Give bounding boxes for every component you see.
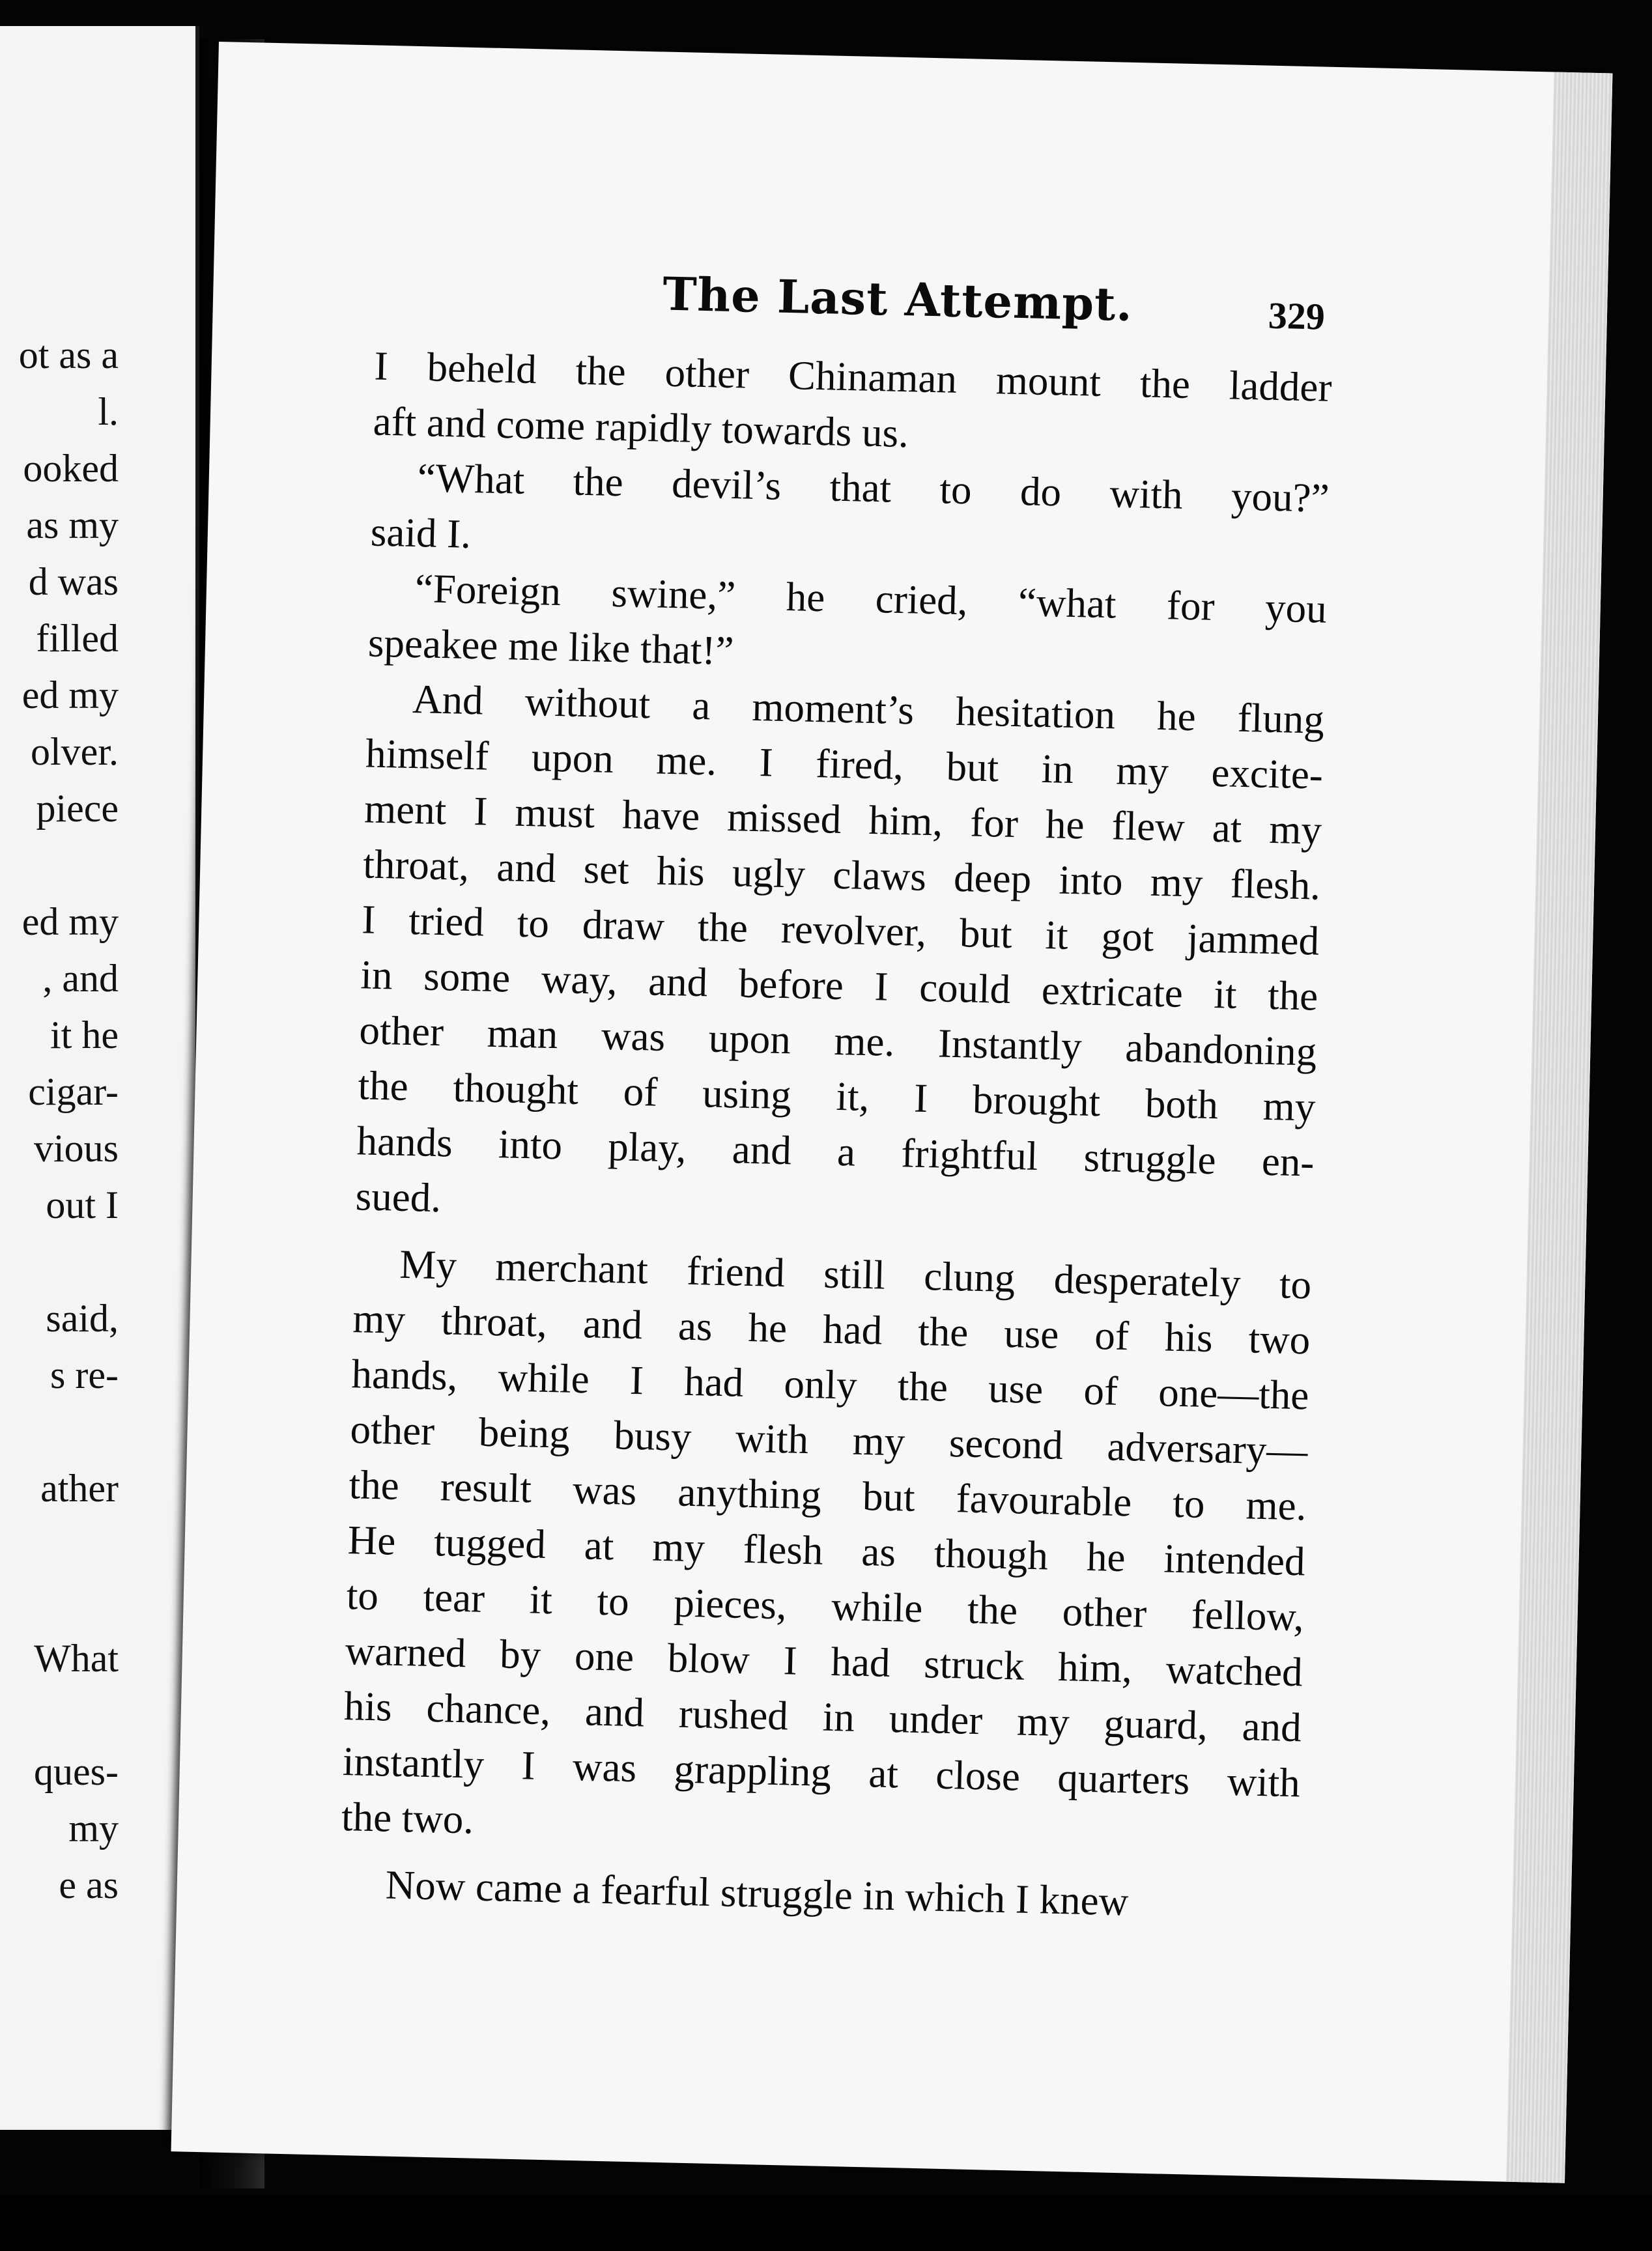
- text-line: ment I must have missed him, for he flew at my: [363, 786, 1322, 853]
- previous-page-line: [0, 1574, 119, 1630]
- text-line: speakee me like that!”: [367, 619, 735, 674]
- body-text: [339, 339, 1332, 1934]
- text-line: He tugged at my flesh as though he intended: [347, 1517, 1306, 1585]
- previous-page-line: ed my: [21, 673, 119, 716]
- previous-page-line: ot as a: [18, 333, 119, 376]
- text-line: other being busy with my second adversary—: [349, 1406, 1309, 1474]
- previous-page-line: [0, 1687, 119, 1744]
- text-line: the result was anything but favourable to me.: [349, 1462, 1307, 1529]
- previous-page-line: What: [34, 1637, 119, 1680]
- previous-page-line: vious: [33, 1127, 119, 1170]
- text-line: to tear it to pieces, while the other fellow,: [346, 1572, 1305, 1640]
- text-line: I beheld the other Chinaman mount the ladder: [373, 343, 1333, 410]
- text-line: throat, and set his ugly claws deep into my flesh.: [362, 841, 1321, 909]
- previous-page-line: [0, 1234, 119, 1290]
- previous-page-text: [0, 327, 119, 1914]
- previous-page-line: [0, 837, 119, 894]
- previous-page-line: s re-: [50, 1353, 119, 1396]
- text-line: My merchant friend still clung desperately to: [399, 1241, 1312, 1308]
- previous-page-line: said,: [46, 1297, 119, 1340]
- text-line: said I.: [370, 509, 472, 557]
- paragraph: [341, 1236, 1312, 1866]
- text-line: his chance, and rushed in under my guard, and: [343, 1683, 1302, 1751]
- text-line: himself upon me. I fired, but in my excite-: [365, 730, 1324, 798]
- previous-page-line: [0, 1517, 119, 1574]
- previous-page-line: ooked: [23, 447, 119, 490]
- text-line: aft and come rapidly towards us.: [373, 398, 909, 457]
- text-line: sued.: [355, 1173, 442, 1221]
- previous-page-line: as my: [26, 503, 119, 546]
- running-title: The Last Attempt.: [662, 266, 1133, 332]
- paragraph: [355, 670, 1325, 1245]
- previous-page-line: filled: [36, 617, 119, 660]
- previous-page-line: e as: [59, 1863, 119, 1906]
- page-edge: [1506, 72, 1612, 2183]
- text-line: other man was upon me. Instantly abandoning: [358, 1007, 1318, 1075]
- paragraph: [373, 339, 1332, 471]
- previous-page-line: my: [68, 1807, 119, 1850]
- previous-page-line: olver.: [31, 730, 119, 773]
- previous-page-line: , and: [42, 957, 119, 1000]
- text-line: Now came a fearful struggle in which I knew: [385, 1862, 1129, 1925]
- text-line: hands into play, and a frightful struggle en-: [356, 1118, 1315, 1185]
- previous-page-line: ather: [40, 1467, 119, 1510]
- previous-page-line: ed my: [21, 900, 119, 943]
- text-line: warned by one blow I had struck him, watched: [345, 1628, 1303, 1695]
- text-line: my throat, and as he had the use of his two: [352, 1295, 1311, 1363]
- text-line: the two.: [341, 1793, 474, 1843]
- previous-page-line: it he: [50, 1013, 119, 1056]
- page-number: 329: [1268, 294, 1326, 338]
- previous-page-line: l.: [98, 390, 119, 433]
- scan-border: [0, 2195, 1652, 2251]
- text-line: instantly I was grappling at close quarters with: [342, 1738, 1301, 1806]
- paragraph: [367, 559, 1327, 692]
- previous-page-line: out I: [46, 1183, 119, 1226]
- current-page: [171, 42, 1612, 2183]
- previous-page-line: cigar-: [28, 1070, 119, 1113]
- text-line: “Foreign swine,” he cried, “what for you: [414, 565, 1328, 632]
- paragraph: [370, 449, 1330, 582]
- text-line: the thought of using it, I brought both my: [357, 1062, 1317, 1130]
- previous-page-line: [0, 1404, 119, 1460]
- text-line: in some way, and before I could extricate it the: [360, 952, 1318, 1019]
- text-line: hands, while I had only the use of one—the: [350, 1351, 1310, 1419]
- previous-page-line: piece: [36, 787, 119, 830]
- text-line: And without a moment’s hesitation he flung: [412, 676, 1325, 743]
- previous-page: [0, 26, 199, 2130]
- previous-page-line: ques-: [34, 1750, 119, 1793]
- text-line: I tried to draw the revolver, but it got jammed: [361, 896, 1320, 964]
- previous-page-line: d was: [28, 560, 119, 603]
- text-line: “What the devil’s that to do with you?”: [417, 455, 1330, 521]
